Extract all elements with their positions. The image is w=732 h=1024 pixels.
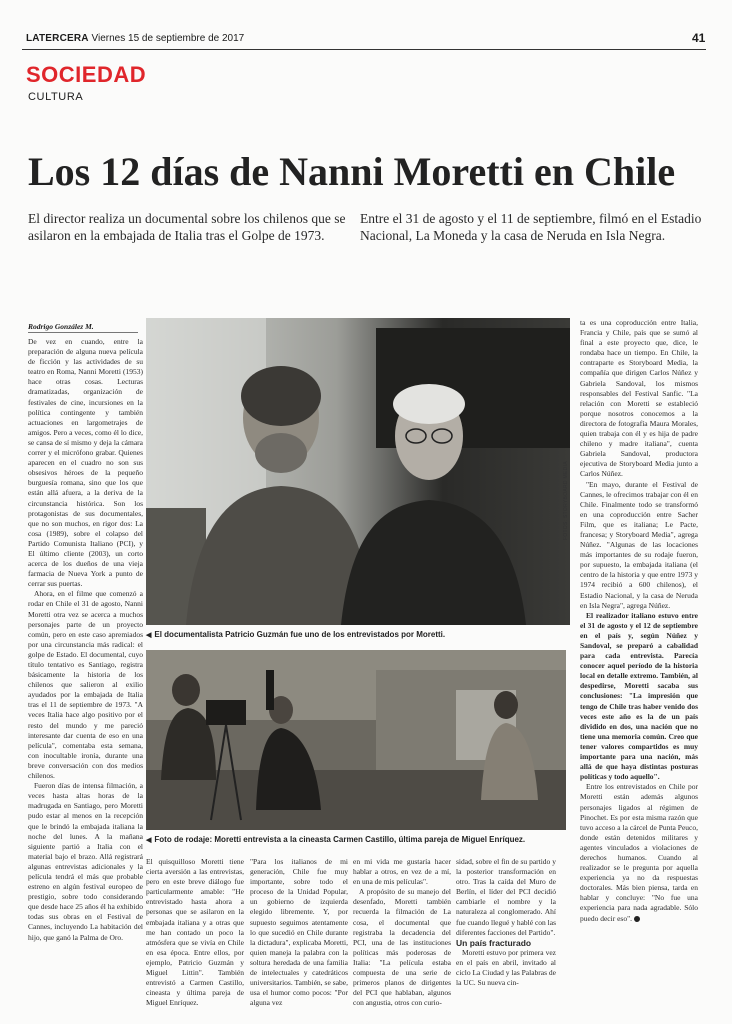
photo-moretti-guzman [146,318,570,625]
paragraph: "En mayo, durante el Festival de Cannes, le ofrecimos trabajar con él en Chile. Finalmente todo se transformó en una coproducción entre Sacher Film, que es italiana; Le Pacte, francesa; y Storyboard Media", agrega Núñez. "Algunas de las locaciones más importantes de su rodaje fueron, por supuesto, la embajada italiana (el centro de la historia y que entre 1973 y 1974 recibió a 600 chilenos), el Estadio Nacional, y la casa de Neruda en Isla Negra", agrega Núñez. [580,479,698,610]
photo2-caption [146,835,525,844]
caption-triangle-icon: ◀ [146,837,152,844]
subhead: Un país fracturado [456,937,532,948]
paragraph: Ahora, en el filme que comenzó a rodar en Chile el 31 de agosto, Nanni Moretti otra vez se acerca a muchos personajes parte de un proyecto común, pero en este caso apremiados por una circunstancia más radical: el golpe de Estado. El documental, cuyo título tentativo es Santiago, registra básicamente la historia de los chilenos que salieron al exilio ayudados por la embajada de Italia tras el 11 de septiembre de 1973. "A veces Italia hace algo positivo por el resto del mundo y me pareció interesante dar cuenta de eso en una película", comentaba esta semana, con inocultable ironía, durante una breve conversación con dos medios chilenos. [28,589,143,781]
end-mark-icon [634,916,640,922]
paragraph: sidad, sobre el fin de su partido y la posterior transformación en otro. Tras la caída del Muro de Berlín, el líder del PCI decidió cambiarle el nombre y la naturaleza al conglomerado. Ahí fue cuando llegué y hablé con las diferentes facciones del Partido". [456,857,556,937]
deck-right: Entre el 31 de agosto y el 11 de septiembre, filmó en el Estadio Nacional, La Moneda y la casa de Neruda en Isla Negra. [360,211,702,243]
paragraph-highlight: El realizador italiano estuvo entre el 31 de agosto y el 12 de septiembre en el país y, según Núñez y Sandoval, se preparó a cabalidad para cada entrevista. Parecía conocer aquel período de la historia local en detalle extremo. También, al despedirse, Moretti sacaba sus conclusiones: "La impresión que tengo de Chile tras haber venido dos veces este año es la de un país dividido en dos, una nación que no tiene una memoria común. Creo que tener valores compartidos es muy importante para una nación, más allá de que haya distintas posturas políticas y todo aquello". [580,610,698,782]
paragraph: en mi vida me gustaría hacer hablar a otros, en vez de a mí, en una de mis películas". [353,857,451,887]
photo-rodaje [146,650,566,830]
byline-rule [28,332,138,333]
masthead-brand: LATERCERA [26,33,89,44]
caption-text: El documentalista Patricio Guzmán fue uno de los entrevistados por Moretti. [154,630,446,639]
paragraph: "Para los italianos de mi generación, Chile fue muy importante, sobre todo el proceso de la Unidad Popular, un gobierno de izquierda elegido libremente. Y, por supuesto seguimos atentamente lo que sucedió en Chile durante la dictadura", explicaba Moretti, quien maneja la palabra con la soltura heredada de una familia de intelectuales y catedráticos universitarios. También, se sabe, usa el humor como pocos: "Por alguna vez [250,857,348,1008]
photo-illustration [146,650,566,830]
body-column-5 [456,857,556,1022]
paragraph-text: Entre los entrevistados en Chile por Moretti están además algunos personajes ligados al régimen de Pinochet. Es por esta misma razón que tuvo acceso a la cárcel de Punta Peuco, donde están detenidos militares y agentes vinculados a violaciones de derechos humanos. Cuando al realizador se le pregunta por aquella experiencia ya no da respuestas doctorales. Más bien piensa, tarda en hablar y concluye: "No fue una experiencia para nada agradable. Sólo puedo decir eso". [580,782,698,923]
photo-illustration [146,318,570,625]
paragraph: De vez en cuando, entre la preparación de alguna nueva película de ficción y las actividades de su teatro en Roma, Nanni Moretti (1953) hace otras cosas. Lecturas dramatizadas, organización de festivales de cine, incursiones en la política contingente y también actuaciones en largometrajes de amigos. Pero a veces, como él lo dice, se cansa de sí mismo y deja la cámara correr y el micrófono grabar. Quienes aparecen en el cuadro no son sus obsesivos héroes de la pequeño burguesía romana, sino que los que están allá afuera, a la deriva de la circunstancia histórica. Son los protagonistas de sus documentales, que no son muchos, en rigor dos: La cosa (1989), sobre el colapso del Partido Comunista Italiano (PCI), y El último cliente (2003), un corto acerca de los dueños de una vieja farmacia de Nueva York a punto de cerrar sus puertas. [28,337,143,589]
section-title: SOCIEDAD [26,62,147,87]
body-column-1 [28,337,143,1022]
photo-credit: FOTOS: STORYBOARD MEDIA [563,461,569,540]
body-column-4 [353,857,451,1022]
caption-triangle-icon: ◀ [146,632,152,639]
masthead [26,33,244,44]
page-number: 41 [692,31,706,45]
paragraph: ta es una coproducción entre Italia, Francia y Chile, país que se sumó al final a este proyecto que, dice, le rondaba hace un tiempo. En Chile, la contraparte es Storyboard Media, la compañía que dirigen Carlos Núñez y Gabriela Sandoval, los mismos responsables del Festival Sanfic. "La relación con Moretti se estableció porque nosotros conocemos a la directora de fotografía Maura Morales, quien trabaja con él y es hija de padre chileno y madre italiana", cuenta Gabriela Sandoval, productora ejecutiva de Storyboard Media junto a Carlos Núñez. [580,318,698,479]
deck-left: El director realiza un documental sobre los chilenos que se asilaron en la embajada de Italia tras el Golpe de 1973. [28,211,346,243]
byline: Rodrigo González M. [28,322,94,331]
body-column-6 [580,318,698,1018]
body-column-3 [250,857,348,1022]
paragraph [580,782,698,923]
paragraph: El quisquilloso Moretti tiene cierta aversión a las entrevistas, pero en este breve diálogo fue particularmente amable: "He entrevistado hasta ahora a personas que se asilaron en la embajada italiana y a otras que me han contado un poco la atmósfera que se vivía en Chile en esa época. Entre ellos, por ejemplo, Patricio Guzmán y Miguel Littin". También entrevistó a Carmen Castillo, cineasta y última pareja de Miguel Enríquez. [146,857,244,1008]
paragraph: Moretti estuvo por primera vez en el país en abril, invitado al ciclo La Ciudad y las Palabras de la UC. Su nueva cin- [456,947,556,988]
top-rule [22,49,706,50]
paragraph: A propósito de su manejo del desenfado, Moretti también recuerda la filmación de La cosa, el documental que registraba la decadencia del PCI, una de las instituciones políticas más poderosas de Italia: "La película estaba compuesta de una serie de primeros planos de dirigentes del PCI que hablaban, algunos con angustia, otros con curio- [353,887,451,1008]
photo1-caption [146,630,445,639]
subsection-title: CULTURA [28,91,84,103]
masthead-date: Viernes 15 de septiembre de 2017 [91,33,245,44]
body-column-2 [146,857,244,1022]
paragraph: Fueron días de intensa filmación, a veces hasta altas horas de la madrugada en Santiago, pero Moretti pudo estar al menos en la recepción que le brindó la embajada italiana la noche del lunes. A la mañana siguiente partió a Italia con el material bajo el brazo. Allá registrará algunas entrevistas adicionales y la película tendrá el más que probable estreno en algún festival europeo de prestigio, sobre todo considerando que desde hace 25 años él ha exhibido todas sus obras en el Festival de Cannes, incluyendo La habitación del hijo, que ganó la Palma de Oro. [28,781,143,942]
caption-text: Foto de rodaje: Moretti entrevista a la cineasta Carmen Castillo, última pareja de Miguel Enríquez. [154,835,526,844]
headline: Los 12 días de Nanni Moretti en Chile [28,149,676,194]
